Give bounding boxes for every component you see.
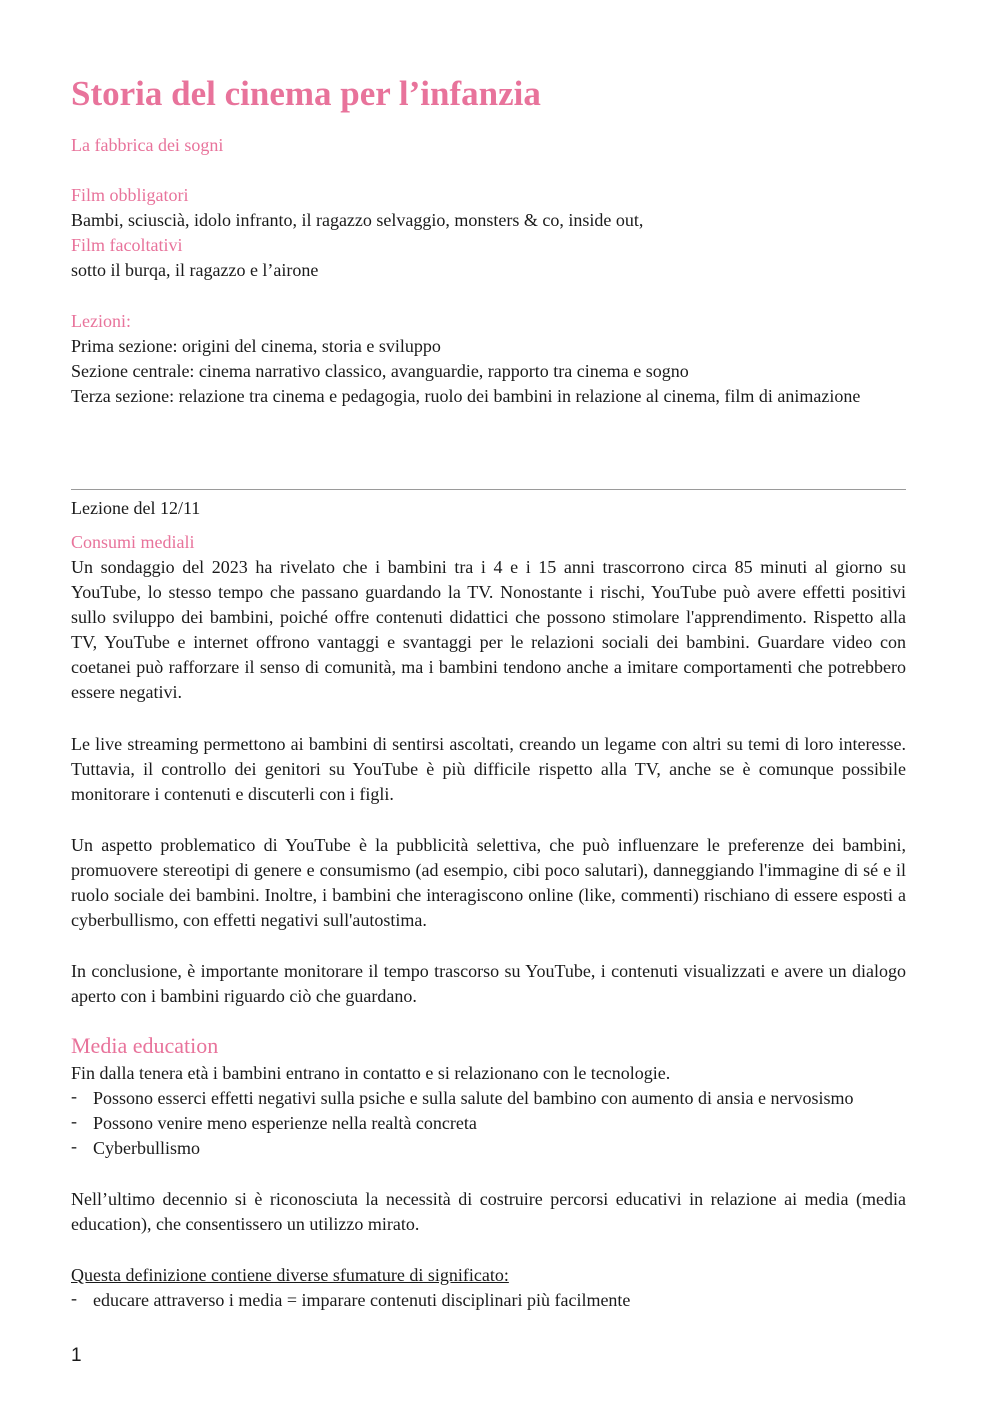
list-item: - Possono esserci effetti negativi sulla psiche e sulla salute del bambino con aumento di ansia e nervosismo (71, 1086, 854, 1108)
media-education-heading: Media education (71, 1033, 219, 1058)
media-education-intro: Fin dalla tenera età i bambini entrano in contatto e si relazionano con le tecnologie. (71, 1063, 671, 1083)
lesson-item: Sezione centrale: cinema narrativo classico, avanguardie, rapporto tra cinema e sogno (71, 361, 689, 381)
list-item: - Possono venire meno esperienze nella realtà concreta (71, 1111, 477, 1133)
required-films-heading: Film obbligatori (71, 185, 189, 205)
required-films-list: Bambi, sciuscià, idolo infranto, il ragazzo selvaggio, monsters & co, inside out, (71, 210, 644, 230)
dash-bullet: - (71, 1136, 77, 1156)
media-education-outro: Nell’ultimo decennio si è riconosciuta la necessità di costruire percorsi educativi in relazione ai media (media education), che consentissero un utilizzo mirato. (71, 1189, 906, 1234)
paragraph: Un sondaggio del 2023 ha rivelato che i bambini tra i 4 e i 15 anni trascorrono circa 85 minuti al giorno su YouTube, lo stesso tempo che passano guardando la TV. Nonostante i rischi, YouTube può avere effetti positivi sullo sviluppo dei bambini, poiché offre contenuti didattici che possono stimolare l'apprendimento. Rispetto alla TV, YouTube e internet offrono vantaggi e svantaggi per le relazioni sociali dei bambini. Guardare video con coetanei può rafforzare il senso di comunità, ma i bambini tendono anche a imitare comportamenti che potrebbero essere negativi. (71, 557, 906, 702)
paragraph: In conclusione, è importante monitorare il tempo trascorso su YouTube, i contenuti visualizzati e avere un dialogo aperto con i bambini riguardo ciò che guardano. (71, 961, 906, 1006)
page-number: 1 (71, 1345, 82, 1366)
optional-films-heading: Film facoltativi (71, 235, 183, 255)
list-item: - Cyberbullismo (71, 1136, 200, 1158)
paragraph: Le live streaming permettono ai bambini di sentirsi ascoltati, creando un legame con altri su temi di loro interesse. Tuttavia, il controllo dei genitori su YouTube è più difficile rispetto alla TV, anche se è comunque possibile monitorare i contenuti e discuterli con i figli. (71, 734, 906, 804)
dash-bullet: - (71, 1086, 77, 1106)
section-divider (71, 489, 906, 490)
paragraph: Un aspetto problematico di YouTube è la pubblicità selettiva, che può influenzare le preferenze dei bambini, promuovere stereotipi di genere e consumismo (ad esempio, cibi poco salutari), danneggiando l'immagine di sé e il ruolo sociale dei bambini. Inoltre, i bambini che interagiscono online (like, commenti) rischiano di essere esposti a cyberbullismo, con effetti negativi sull'autostima. (71, 835, 906, 930)
document-title: Storia del cinema per l’infanzia (71, 74, 541, 113)
dash-bullet: - (71, 1288, 77, 1308)
lesson-item: Prima sezione: origini del cinema, storia e sviluppo (71, 336, 441, 356)
consumi-mediali-heading: Consumi mediali (71, 532, 195, 552)
lessons-heading: Lezioni: (71, 311, 131, 331)
lesson-item: Terza sezione: relazione tra cinema e pedagogia, ruolo dei bambini in relazione al cinema, film di animazione (71, 386, 861, 406)
subtitle: La fabbrica dei sogni (71, 135, 224, 155)
definition-bullets (71, 1288, 906, 1313)
definition-heading: Questa definizione contiene diverse sfumature di significato: (71, 1265, 509, 1285)
media-education-bullets (71, 1086, 906, 1161)
lecture-date: Lezione del 12/11 (71, 498, 201, 518)
list-item: - educare attraverso i media = imparare contenuti disciplinari più facilmente (71, 1288, 631, 1310)
optional-films-list: sotto il burqa, il ragazzo e l’airone (71, 260, 319, 280)
dash-bullet: - (71, 1111, 77, 1131)
